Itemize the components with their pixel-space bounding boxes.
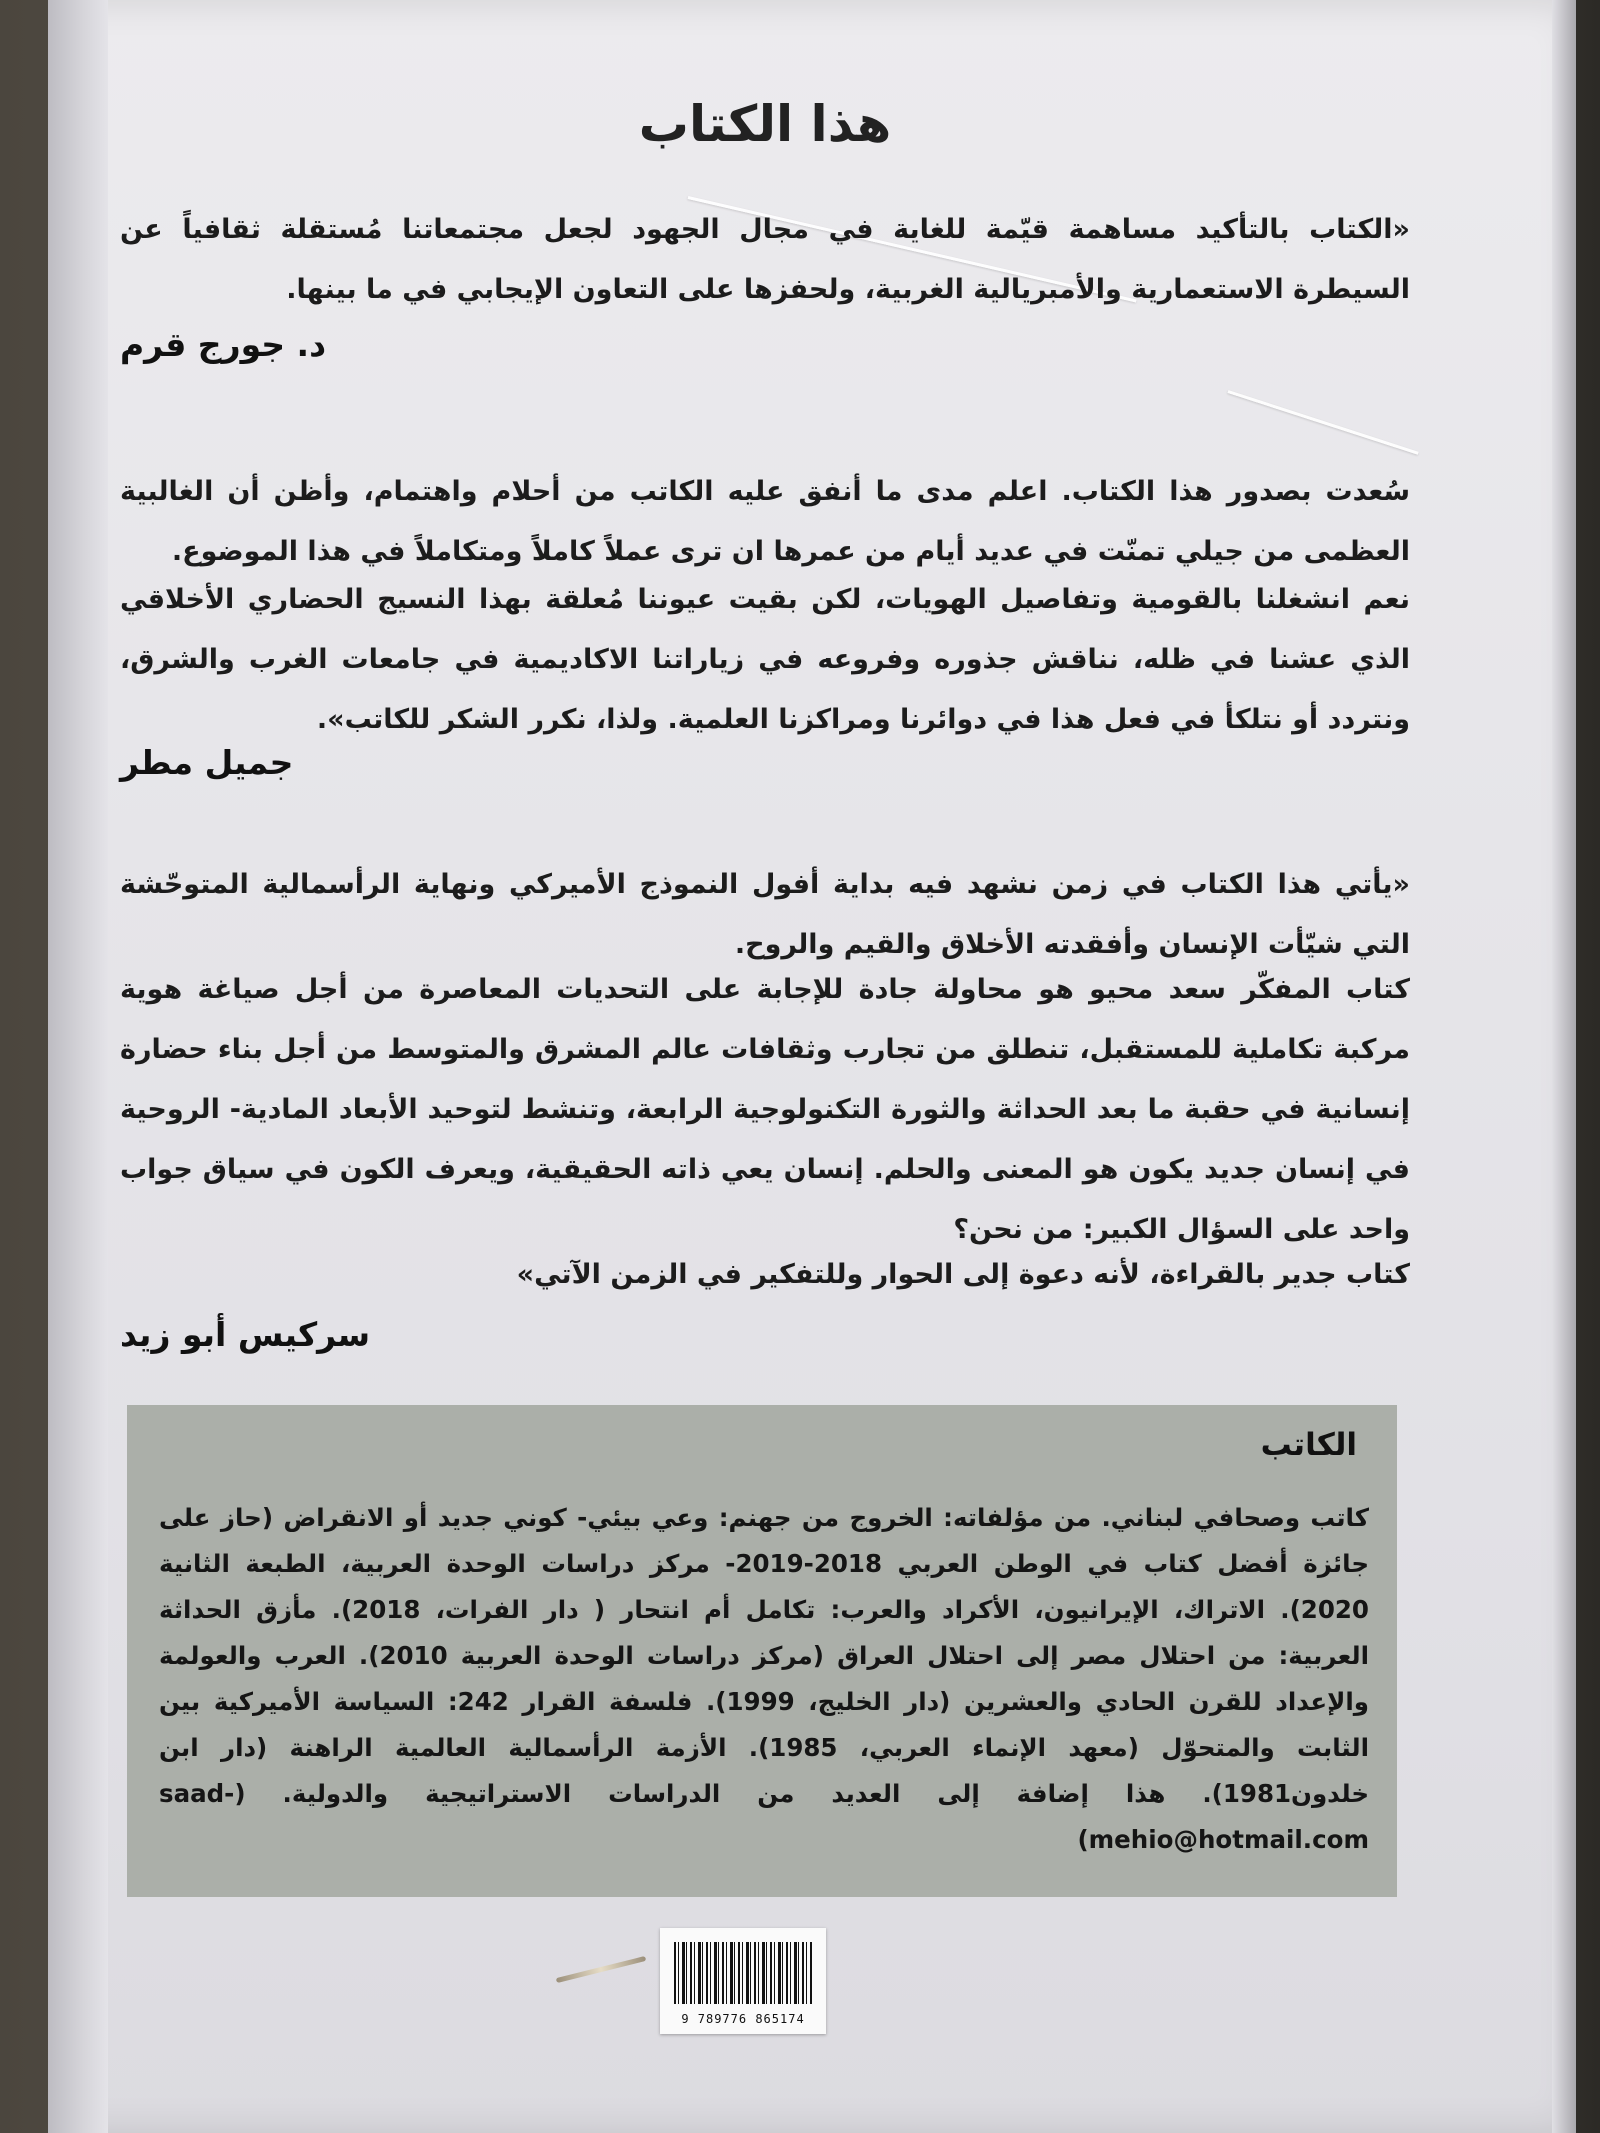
cover-right-edge (1552, 0, 1576, 2133)
quote-2-author: جميل مطر (120, 743, 294, 782)
back-cover-title: هذا الكتاب (638, 95, 892, 153)
quote-3-paragraph-2: كتاب المفكّر سعد محيو هو محاولة جادة للإجابة على التحديات المعاصرة من أجل صياغة هوية مركبة تكاملية للمستقبل، تنطلق من تجارب وثقافات عالم المشرق والمتوسط من أجل بناء حضارة إنسانية في حقبة ما بعد الحداثة والثورة التكنولوجية الرابعة، وتنشط لتوحيد الأبعاد المادية- الروحية في إنسان جديد يكون هو المعنى والحلم. إنسان يعي ذاته الحقيقية، ويعرف الكون في سياق جواب واحد على السؤال الكبير: من نحن؟ (120, 974, 1410, 1245)
barcode-number: 9 789776 865174 (681, 2012, 805, 2026)
cover-spine-edge (48, 0, 108, 2133)
quote-2-paragraph-1: سُعدت بصدور هذا الكتاب. اعلم مدى ما أنفق عليه الكاتب من أحلام واهتمام، وأظن أن الغالبية العظمى من جيلي تمنّت في عديد أيام من عمرها ان ترى عملاً كاملاً ومتكاملاً في هذا الموضوع. (120, 476, 1410, 567)
quote-3-author: سركيس أبو زيد (120, 1315, 371, 1354)
quote-2-paragraph-2: نعم انشغلنا بالقومية وتفاصيل الهويات، لكن بقيت عيوننا مُعلقة بهذا النسيج الحضاري الأخلاقي الذي عشنا في ظله، نناقش جذوره وفروعه في زياراتنا الاكاديمية في جامعات الغرب والشرق، ونتردد أو نتلكأ في فعل هذا في دوائرنا ومراكزنا العلمية. ولذا، نكرر الشكر للكاتب». (120, 584, 1410, 735)
plastic-wrap-crease (1228, 390, 1419, 455)
author-bio-box (127, 1405, 1397, 1897)
quote-3-paragraph-3: كتاب جدير بالقراءة، لأنه دعوة إلى الحوار وللتفكير في الزمن الآتي» (516, 1259, 1410, 1290)
author-heading: الكاتب (1260, 1427, 1357, 1463)
quote-3-paragraph-1: «يأتي هذا الكتاب في زمن نشهد فيه بداية أفول النموذج الأميركي ونهاية الرأسمالية المتوحّشة التي شيّأت الإنسان وأفقدته الأخلاق والقيم والروح. (120, 869, 1410, 960)
author-bio-text: كاتب وصحافي لبناني. من مؤلفاته: الخروج من جهنم: وعي بيئي- كوني جديد أو الانقراض (حاز على جائزة أفضل كتاب في الوطن العربي 2018-2019- مركز دراسات الوحدة العربية، الطبعة الثانية 2020). الاتراك، الإيرانيون، الأكراد والعرب: تكامل أم انتحار ( دار الفرات، 2018). مأزق الحداثة العربية: من احتلال مصر إلى احتلال العراق (مركز دراسات الوحدة العربية 2010). العرب والعولمة والإعداد للقرن الحادي والعشرين (دار الخليج، 1999). فلسفة القرار 242: السياسة الأميركية بين الثابت والمتحوّل (معهد الإنماء العربي، 1985). الأزمة الرأسمالية العالمية الراهنة (دار ابن خلدون1981). هذا إضافة إلى العديد من الدراسات الاستراتيجية والدولية. (saad-mehio@hotmail.com) (159, 1503, 1369, 1854)
quote-1-author: د. جورج قرم (120, 325, 327, 364)
barcode-icon (674, 1942, 812, 2004)
quote-1-text: «الكتاب بالتأكيد مساهمة قيّمة للغاية في مجال الجهود لجعل مجتمعاتنا مُستقلة ثقافياً عن السيطرة الاستعمارية والأمبريالية الغربية، ولحفزها على التعاون الإيجابي في ما بينها. (120, 214, 1410, 305)
barcode (660, 1928, 826, 2034)
